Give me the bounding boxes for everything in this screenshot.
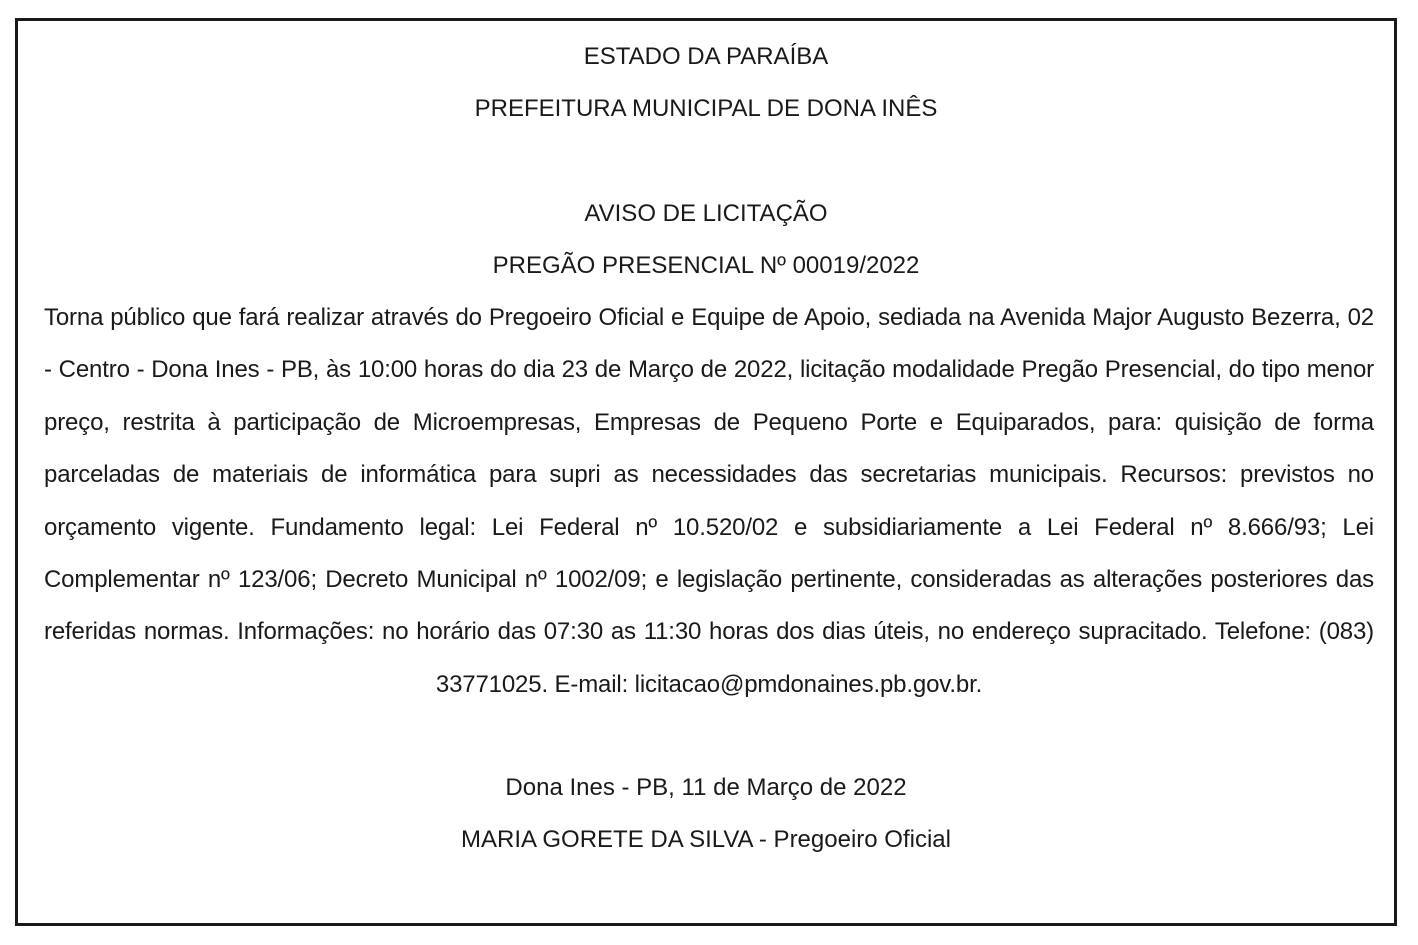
notice-subtitle: PREGÃO PRESENCIAL Nº 00019/2022 [492,252,920,279]
prefecture-heading: PREFEITURA MUNICIPAL DE DONA INÊS [474,95,938,122]
state-heading: ESTADO DA PARAÍBA [583,43,829,70]
date-line: Dona Ines - PB, 11 de Março de 2022 [505,774,907,801]
notice-body: Torna público que fará realizar através do Pregoeiro Oficial e Equipe de Apoio, sediada na Avenida Major Augusto Bezerra, 02 - Centro - Dona Ines - PB, às 10:00 horas do dia 23 de Março de 2022, licitação modalidade Pregão Presencial, do tipo menor preço, restrita à participação de Microempresas, Empresas de Pequeno Porte e Equiparados, para: quisição de forma parceladas de materiais de informática para supri as necessidades das secretarias municipais. Recursos: previstos no orçamento vigente. Fundamento legal: Lei Federal nº 10.520/02 e subsidiariamente a Lei Federal nº 8.666/93; Lei Complementar nº 123/06; Decreto Municipal nº 1002/09; e legislação pertinente, consideradas as alterações posteriores das referidas normas. Informações: no horário das 07:30 as 11:30 horas dos dias úteis, no endereço supracitado. Telefone: (083) 33771025. E-mail: licitacao@pmdonaines.pb.gov.br. [44,304,1374,698]
notice-title: AVISO DE LICITAÇÃO [584,200,828,227]
notice-frame [15,18,1397,926]
signature-line: MARIA GORETE DA SILVA - Pregoeiro Oficial [461,826,951,853]
